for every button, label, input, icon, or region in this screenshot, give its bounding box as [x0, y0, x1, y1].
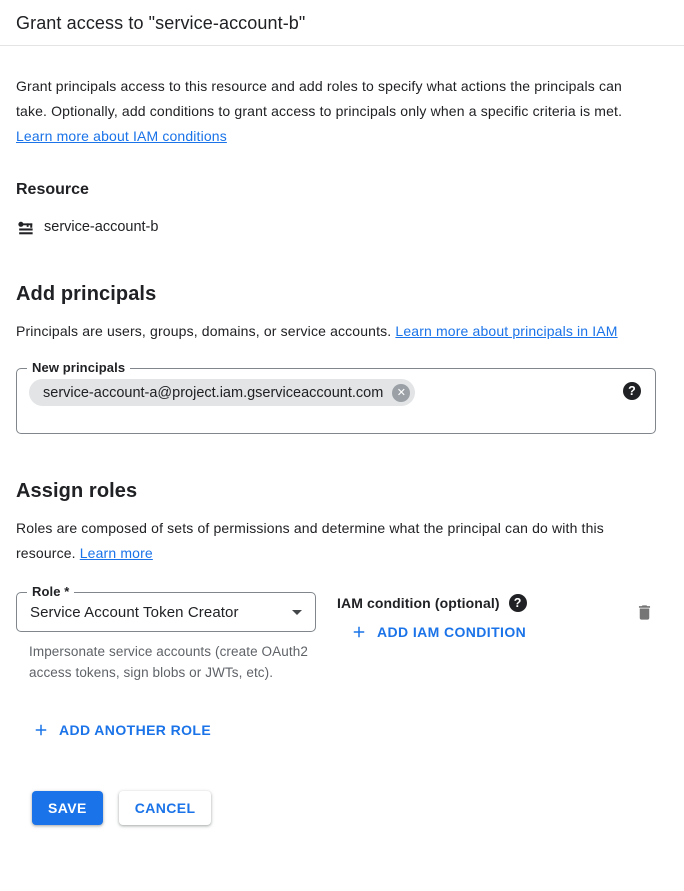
add-principals-heading: Add principals	[16, 283, 157, 305]
intro-text: Grant principals access to this resource and add roles to specify what actions the principals can take. Optionally, add conditions to grant access to principals only when a specific criteria is met.	[16, 78, 623, 119]
dialog-title: Grant access to "service-account-b"	[16, 13, 306, 33]
roles-description	[16, 516, 648, 566]
role-column	[16, 584, 316, 683]
assign-roles-heading: Assign roles	[16, 480, 138, 502]
add-iam-condition-label: ADD IAM CONDITION	[377, 624, 527, 640]
resource-heading: Resource	[16, 181, 89, 198]
add-another-role-label: ADD ANOTHER ROLE	[59, 722, 212, 738]
dialog-actions	[16, 791, 656, 825]
principals-description	[16, 319, 648, 344]
dialog-body	[0, 74, 684, 825]
new-principals-field[interactable]	[16, 360, 656, 434]
iam-conditions-link[interactable]: Learn more about IAM conditions	[16, 128, 227, 144]
new-principals-label: New principals	[27, 360, 130, 376]
role-helper-text: Impersonate service accounts (create OAuth2 access tokens, sign blobs or JWTs, etc).	[29, 644, 308, 680]
iam-condition-help-icon[interactable]: ?	[509, 594, 527, 612]
add-another-role-button[interactable]	[24, 715, 219, 745]
iam-condition-column	[337, 592, 534, 647]
principal-chip[interactable]	[29, 379, 415, 406]
add-iam-condition-button[interactable]	[342, 617, 534, 647]
chevron-down-icon	[292, 610, 302, 615]
principal-chip-label: service-account-a@project.iam.gserviceaccount.com	[43, 384, 384, 401]
principals-learn-more-link[interactable]: Learn more about principals in IAM	[395, 323, 618, 339]
principals-help-icon[interactable]: ?	[623, 382, 641, 400]
delete-role-button[interactable]	[633, 601, 656, 629]
role-label: Role *	[27, 584, 74, 600]
plus-icon	[350, 623, 368, 641]
roles-learn-more-link[interactable]: Learn more	[79, 545, 153, 561]
role-binding-row	[16, 584, 656, 683]
resource-row	[16, 217, 656, 237]
roles-description-text: Roles are composed of sets of permissions and determine what the principal can do with this resource.	[16, 520, 604, 561]
role-selected-value: Service Account Token Creator	[30, 603, 239, 621]
role-select[interactable]	[16, 584, 316, 632]
service-account-icon	[16, 218, 35, 237]
iam-condition-label: IAM condition (optional)	[337, 595, 500, 611]
resource-name: service-account-b	[44, 219, 159, 235]
trash-icon	[635, 603, 654, 622]
dialog-header	[0, 0, 684, 46]
chip-remove-icon[interactable]: ✕	[392, 384, 410, 402]
save-button[interactable]: SAVE	[32, 791, 103, 825]
cancel-button[interactable]: CANCEL	[119, 791, 212, 825]
plus-icon	[32, 721, 50, 739]
principals-description-text: Principals are users, groups, domains, or service accounts.	[16, 323, 396, 339]
intro-paragraph	[16, 74, 642, 149]
